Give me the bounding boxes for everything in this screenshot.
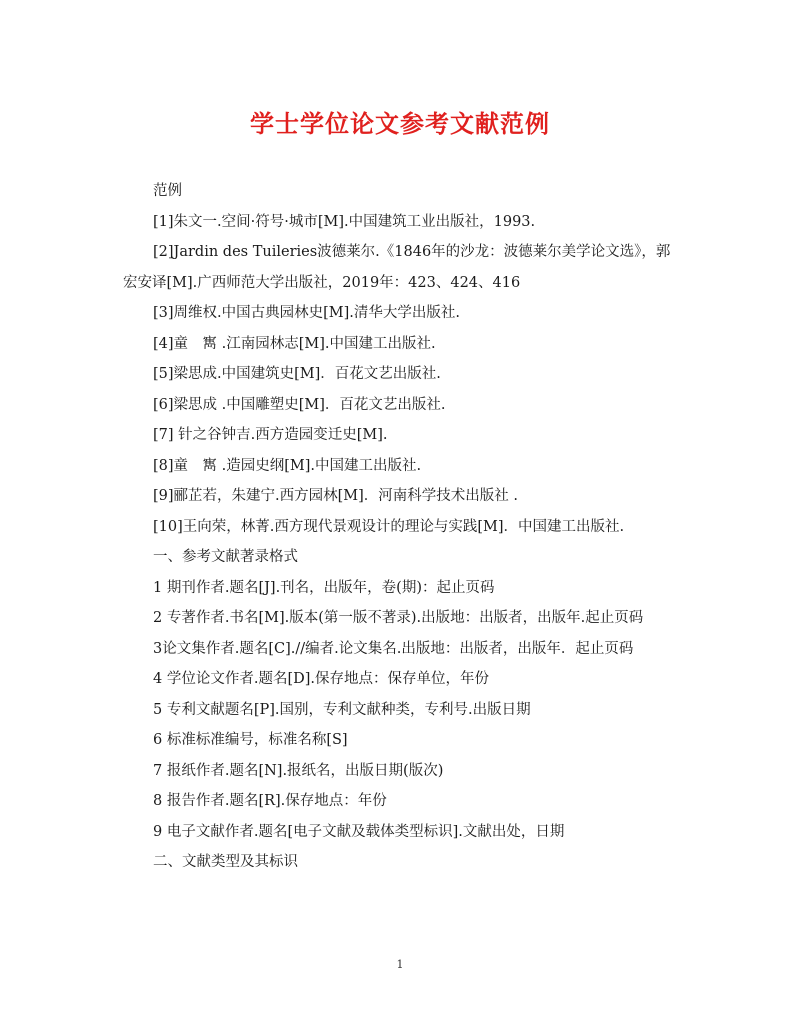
reference-entry: [1]朱文一.空间·符号·城市[M].中国建筑工业出版社，1993. [153,213,536,230]
reference-entry: [3]周维权.中国古典园林史[M].清华大学出版社. [153,305,461,321]
reference-entry: [10]王向荣，林菁.西方现代景观设计的理论与实践[M]．中国建工出版社. [153,518,625,535]
reference-entry: [7] 针之谷钟吉.西方造园变迁史[M]. [153,427,388,443]
format-item: 8 报告作者.题名[R].保存地点：年份 [153,793,387,809]
section-heading: 一、参考文献著录格式 [153,549,298,565]
format-item: 7 报纸作者.题名[N].报纸名，出版日期(版次) [153,762,444,779]
format-item: 1 期刊作者.题名[J].刊名，出版年，卷(期)：起止页码 [153,579,495,596]
reference-entry: [8]童 寯 .造园史纲[M].中国建工出版社. [153,457,422,474]
reference-entry: [4]童 寯 .江南园林志[M].中国建工出版社. [153,335,436,352]
format-item: 9 电子文献作者.题名[电子文献及载体类型标识].文献出处，日期 [153,823,565,840]
format-item: 5 专利文献题名[P].国别，专利文献种类，专利号.出版日期 [153,701,531,718]
reference-entry: [5]梁思成.中国建筑史[M]．百花文艺出版社. [153,366,441,382]
document-body [123,176,679,878]
reference-entry: [6]梁思成 .中国雕塑史[M]．百花文艺出版社. [153,396,446,413]
reference-entry: [9]郦芷若，朱建宁.西方园林[M]．河南科学技术出版社 . [153,488,519,504]
paragraph: 范例 [153,183,182,199]
format-item: 4 学位论文作者.题名[D].保存地点：保存单位，年份 [153,671,489,687]
format-item: 2 专著作者.书名[M].版本(第一版不著录).出版地：出版者，出版年.起止页码 [153,610,644,626]
reference-entry: [2]Jardin des Tuileries波德莱尔.《1846年的沙龙：波德莱尔美学论文选》，郭宏安译[M].广西师范大学出版社，2019年：423、424、416 [123,244,671,291]
document-title: 学士学位论文参考文献范例 [250,109,550,138]
format-item: 6 标准标准编号，标准名称[S] [153,732,348,748]
section-heading: 二、文献类型及其标识 [153,854,298,870]
page-number: 1 [396,958,404,971]
format-item: 3论文集作者.题名[C].//编者.论文集名.出版地：出版者，出版年．起止页码 [153,640,634,657]
